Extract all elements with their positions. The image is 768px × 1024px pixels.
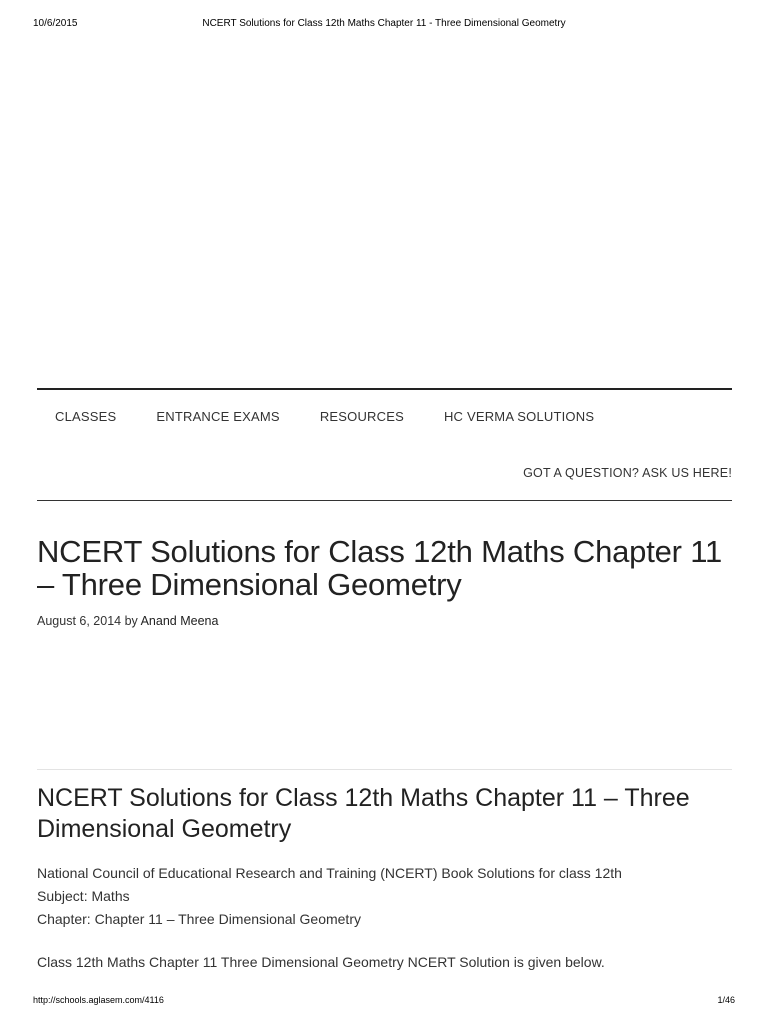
print-header — [33, 17, 735, 31]
info-line-subject: Subject: Maths — [37, 888, 130, 904]
nav-item-resources[interactable]: RESOURCES — [319, 409, 404, 424]
content-intro: Class 12th Maths Chapter 11 Three Dimensional Geometry NCERT Solution is given below. — [37, 954, 605, 970]
author-link[interactable]: Anand Meena — [140, 614, 219, 628]
print-url: http://schools.aglasem.com/4116 — [33, 995, 164, 1005]
content-info — [37, 862, 622, 931]
primary-navigation — [37, 388, 732, 501]
content-divider — [37, 769, 732, 770]
nav-item-entrance-exams[interactable]: ENTRANCE EXAMS — [156, 409, 280, 424]
nav-item-hc-verma-solutions[interactable]: HC VERMA SOLUTIONS — [443, 409, 595, 424]
print-footer — [33, 993, 735, 1007]
print-page-number: 1/46 — [717, 995, 735, 1005]
info-line-chapter: Chapter: Chapter 11 – Three Dimensional Geometry — [37, 911, 361, 927]
nav-item-classes[interactable]: CLASSES — [55, 409, 117, 424]
article-date: August 6, 2014 — [37, 614, 122, 628]
ask-question-link[interactable]: GOT A QUESTION? ASK US HERE! — [523, 466, 732, 480]
content-heading: NCERT Solutions for Class 12th Maths Chapter 11 – Three Dimensional Geometry — [37, 784, 690, 843]
article-meta — [37, 614, 218, 628]
info-line-board: National Council of Educational Research and Training (NCERT) Book Solutions for class 12th — [37, 865, 622, 881]
article-by: by — [124, 614, 138, 628]
article-title: NCERT Solutions for Class 12th Maths Chapter 11 – Three Dimensional Geometry — [37, 534, 722, 602]
nav-menu — [37, 409, 612, 425]
print-date: 10/6/2015 — [33, 18, 78, 29]
print-page-title: NCERT Solutions for Class 12th Maths Chapter 11 - Three Dimensional Geometry — [202, 18, 566, 29]
